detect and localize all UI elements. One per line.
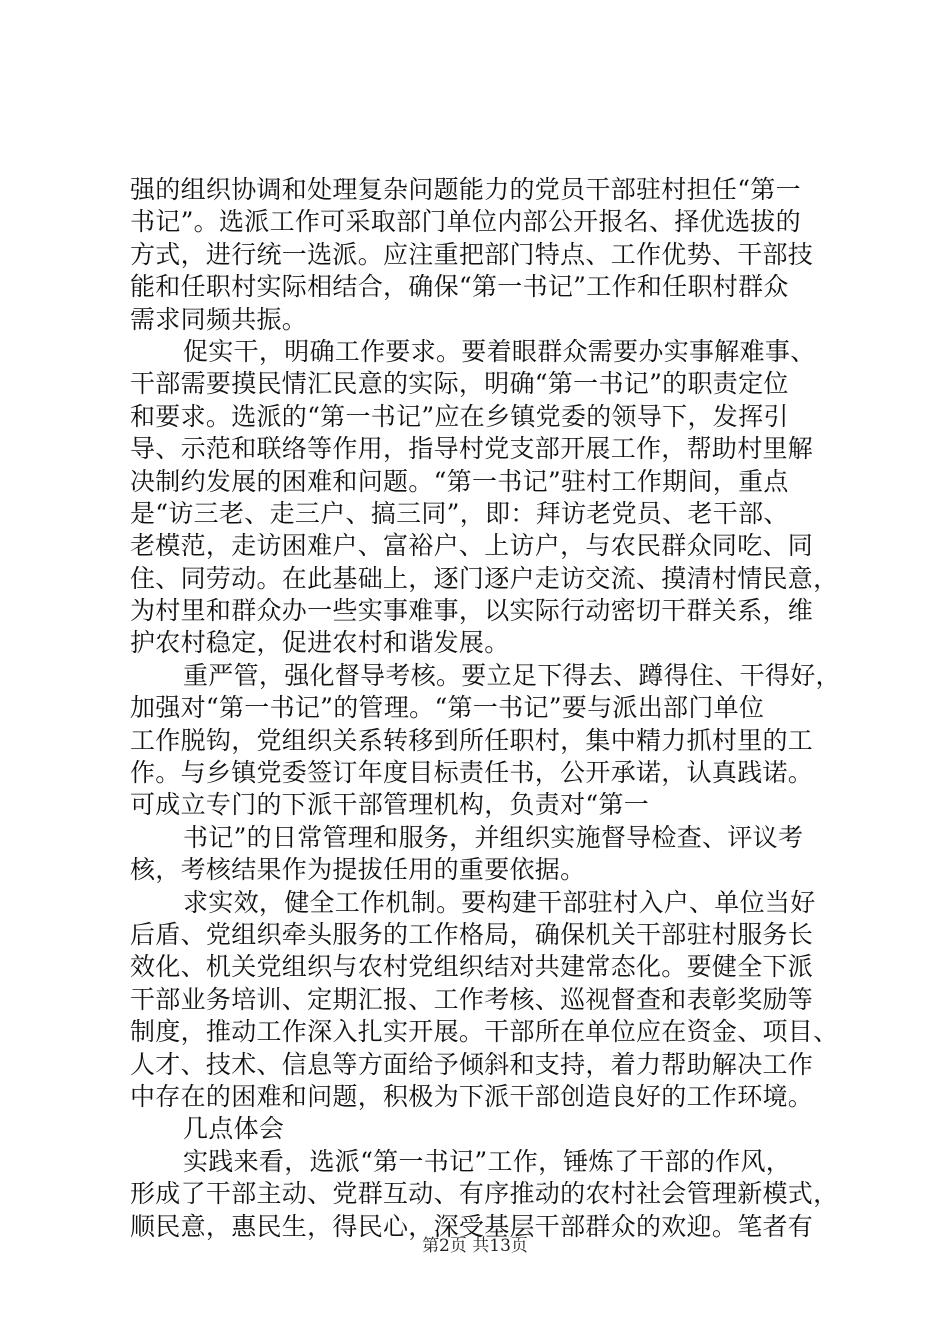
text-line: 制度，推动工作深入扎实开展。干部所在单位应在资金、项目、 [130, 1017, 839, 1047]
paragraph-start-line: 实践来看，选派“第一书记”工作，锤炼了干部的作风， [183, 1146, 792, 1176]
text-line: 为村里和群众办一些实事难事，以实际行动密切干群关系，维 [130, 596, 814, 626]
page-number-footer: 第2页 共13页 [422, 1236, 528, 1256]
text-line: 方式，进行统一选派。应注重把部门特点、工作优势、干部技 [130, 239, 814, 269]
text-line: 决制约发展的困难和问题。“第一书记”驻村工作期间，重点 [130, 466, 789, 496]
text-line: 书记”的日常管理和服务，并组织实施督导检查、评议考 [183, 822, 804, 852]
paragraph-start-line: 求实效，健全工作机制。要构建干部驻村入户、单位当好 [183, 887, 816, 917]
text-line: 人才、技术、信息等方面给予倾斜和支持，着力帮助解决工作 [130, 1049, 814, 1079]
text-line: 导、示范和联络等作用，指导村党支部开展工作，帮助村里解 [130, 434, 814, 464]
text-line: 中存在的困难和问题，积极为下派干部创造良好的工作环境。 [130, 1081, 814, 1111]
text-line: 后盾、党组织牵头服务的工作格局，确保机关干部驻村服务长 [130, 919, 814, 949]
document-body [130, 174, 841, 1243]
text-line: 住、同劳动。在此基础上，逐门逐户走访交流、摸清村情民意， [130, 563, 839, 593]
text-line: 核，考核结果作为提拔任用的重要依据。 [130, 855, 586, 885]
text-line: 需求同频共振。 [130, 304, 308, 334]
text-line: 可成立专门的下派干部管理机构，负责对“第一 [130, 790, 650, 820]
text-line: 老模范，走访困难户、富裕户、上访户，与农民群众同吃、同 [130, 531, 814, 561]
text-line: 干部业务培训、定期汇报、工作考核、巡视督查和表彰奖励等 [130, 984, 814, 1014]
text-line: 能和任职村实际相结合，确保“第一书记”工作和任职村群众 [130, 272, 789, 302]
section-heading: 几点体会 [183, 1114, 285, 1144]
text-line: 是“访三老、走三户、搞三同”，即：拜访老党员、老干部、 [130, 498, 789, 528]
text-line: 书记”。选派工作可采取部门单位内部公开报名、择优选拔的 [130, 207, 801, 237]
text-line: 顺民意，惠民生，得民心，深受基层干部群众的欢迎。笔者有 [130, 1211, 814, 1241]
text-line: 加强对“第一书记”的管理。“第一书记”要与派出部门单位 [130, 693, 765, 723]
text-line: 强的组织协调和处理复杂问题能力的党员干部驻村担任“第一 [130, 175, 801, 204]
text-line: 工作脱钩，党组织关系转移到所任职村，集中精力抓村里的工 [130, 725, 814, 755]
text-line: 作。与乡镇党委签订年度目标责任书，公开承诺，认真践诺。 [130, 758, 814, 788]
text-line: 干部需要摸民情汇民意的实际，明确“第一书记”的职责定位 [130, 369, 789, 399]
text-line: 效化、机关党组织与农村党组织结对共建常态化。要健全下派 [130, 952, 814, 982]
paragraph-start-line: 重严管，强化督导考核。要立足下得去、蹲得住、干得好， [183, 660, 841, 690]
text-line: 形成了干部主动、党群互动、有序推动的农村社会管理新模式， [130, 1179, 839, 1209]
paragraph-start-line: 促实干，明确工作要求。要着眼群众需要办实事解难事、 [183, 336, 816, 366]
text-line: 护农村稳定，促进农村和谐发展。 [130, 628, 510, 658]
text-line: 和要求。选派的“第一书记”应在乡镇党委的领导下，发挥引 [130, 401, 789, 431]
